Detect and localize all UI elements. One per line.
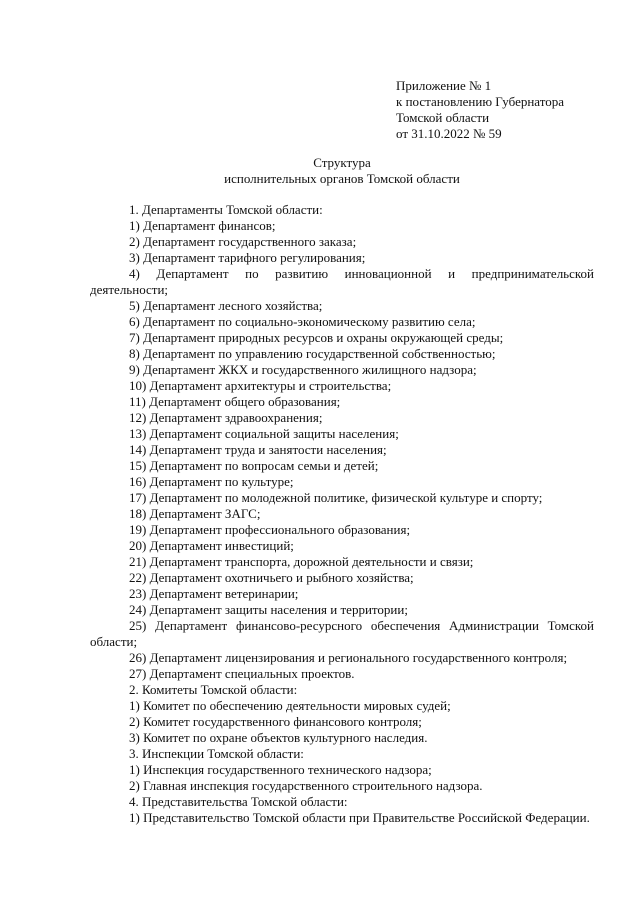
list-item: 3) Комитет по охране объектов культурного наследия. bbox=[129, 730, 428, 745]
title-line: исполнительных органов Томской области bbox=[224, 171, 460, 186]
list-item: 17) Департамент по молодежной политике, физической культуре и спорту; bbox=[129, 490, 543, 505]
appendix-line: Приложение № 1 bbox=[396, 78, 492, 93]
list-item: 27) Департамент специальных проектов. bbox=[129, 666, 355, 681]
list-item: 25) Департамент финансово-ресурсного обеспечения Администрации Томской области; bbox=[90, 618, 594, 649]
list-item: 6) Департамент по социально-экономическому развитию села; bbox=[129, 314, 476, 329]
document-title bbox=[90, 155, 594, 187]
list-item: 1) Комитет по обеспечению деятельности мировых судей; bbox=[129, 698, 451, 713]
list-item: 5) Департамент лесного хозяйства; bbox=[129, 298, 323, 313]
list-item: 20) Департамент инвестиций; bbox=[129, 538, 294, 553]
list-item: 1. Департаменты Томской области: bbox=[129, 202, 323, 217]
list-item: 2. Комитеты Томской области: bbox=[129, 682, 298, 697]
list-item: 1) Департамент финансов; bbox=[129, 218, 276, 233]
appendix-line: к постановлению Губернатора bbox=[396, 94, 565, 109]
list-item: 8) Департамент по управлению государственной собственностью; bbox=[129, 346, 496, 361]
appendix-line: от 31.10.2022 № 59 bbox=[396, 126, 502, 141]
list-item: 2) Комитет государственного финансового контроля; bbox=[129, 714, 422, 729]
list-item: 21) Департамент транспорта, дорожной деятельности и связи; bbox=[129, 554, 474, 569]
list-item: 19) Департамент профессионального образования; bbox=[129, 522, 411, 537]
list-item: 2) Главная инспекция государственного строительного надзора. bbox=[129, 778, 483, 793]
list-item: 4) Департамент по развитию инновационной и предпринимательской деятельности; bbox=[90, 266, 594, 297]
appendix-line: Томской области bbox=[396, 110, 490, 125]
list-item: 16) Департамент по культуре; bbox=[129, 474, 294, 489]
appendix-header bbox=[396, 78, 626, 142]
title-line: Структура bbox=[313, 155, 371, 170]
list-item: 15) Департамент по вопросам семьи и детей; bbox=[129, 458, 379, 473]
list-item: 11) Департамент общего образования; bbox=[129, 394, 341, 409]
list-item: 2) Департамент государственного заказа; bbox=[129, 234, 357, 249]
list-item: 13) Департамент социальной защиты населения; bbox=[129, 426, 399, 441]
list-item: 7) Департамент природных ресурсов и охраны окружающей среды; bbox=[129, 330, 504, 345]
list-item: 22) Департамент охотничьего и рыбного хозяйства; bbox=[129, 570, 414, 585]
list-item: 18) Департамент ЗАГС; bbox=[129, 506, 261, 521]
list-item: 9) Департамент ЖКХ и государственного жилищного надзора; bbox=[129, 362, 477, 377]
list-item: 14) Департамент труда и занятости населения; bbox=[129, 442, 387, 457]
list-item: 10) Департамент архитектуры и строительства; bbox=[129, 378, 392, 393]
list-item: 4. Представительства Томской области: bbox=[129, 794, 348, 809]
list-item: 3) Департамент тарифного регулирования; bbox=[129, 250, 366, 265]
list-item: 1) Представительство Томской области при Правительстве Российской Федерации. bbox=[129, 810, 590, 825]
document-body bbox=[90, 202, 594, 826]
list-item: 12) Департамент здравоохранения; bbox=[129, 410, 323, 425]
list-item: 23) Департамент ветеринарии; bbox=[129, 586, 299, 601]
list-item: 26) Департамент лицензирования и регионального государственного контроля; bbox=[129, 650, 568, 665]
list-item: 1) Инспекция государственного технического надзора; bbox=[129, 762, 432, 777]
list-item: 3. Инспекции Томской области: bbox=[129, 746, 304, 761]
list-item: 24) Департамент защиты населения и территории; bbox=[129, 602, 408, 617]
